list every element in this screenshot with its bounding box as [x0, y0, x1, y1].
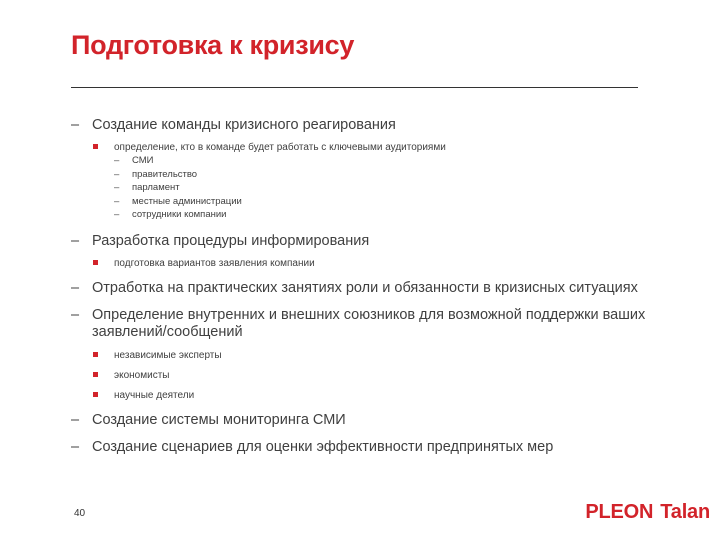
subsub-bullet-text: местные администрации — [132, 195, 242, 207]
sub-bullet-item — [71, 389, 651, 402]
dash-bullet-icon: – — [114, 155, 120, 166]
subsub-bullet-text: СМИ — [132, 155, 154, 166]
dash-bullet-icon: – — [114, 182, 120, 193]
dash-bullet-icon: – — [71, 306, 80, 323]
bullet-item — [71, 117, 651, 134]
sub-bullet-item — [71, 369, 651, 382]
subsub-bullet-item — [71, 208, 651, 222]
dash-bullet-icon: – — [114, 195, 120, 207]
bullet-text: Разработка процедуры информирования — [92, 232, 370, 249]
square-bullet-icon — [93, 260, 98, 265]
dash-bullet-icon: – — [71, 279, 80, 296]
dash-bullet-icon: – — [114, 209, 120, 220]
sub-bullet-item — [71, 257, 651, 270]
dash-bullet-icon: – — [71, 438, 80, 455]
sub-bullet-text: независимые эксперты — [114, 349, 222, 361]
bullet-item — [71, 439, 651, 456]
subsub-bullet-item — [71, 168, 651, 182]
bullet-item — [71, 280, 651, 297]
square-bullet-icon — [93, 144, 98, 149]
bullet-text: Создание сценариев для оценки эффективности предпринятых мер — [92, 438, 554, 455]
dash-bullet-icon: – — [71, 117, 80, 133]
bullet-text: Отработка на практических занятиях роли и обязанности в кризисных ситуациях — [92, 279, 638, 296]
logo-talan: Talan — [660, 501, 710, 523]
sub-bullet-text: определение, кто в команде будет работать с ключевыми аудиториями — [114, 142, 446, 153]
sub-bullet-text: экономисты — [114, 369, 170, 381]
bullet-item — [71, 233, 651, 250]
company-logo — [585, 501, 710, 524]
bullet-text: Создание команды кризисного реагирования — [92, 117, 396, 133]
bullet-text: Создание системы мониторинга СМИ — [92, 411, 346, 428]
square-bullet-icon — [93, 372, 98, 377]
subsub-bullet-item — [71, 195, 651, 209]
page-number: 40 — [74, 508, 86, 519]
sub-bullet-text: подготовка вариантов заявления компании — [114, 257, 315, 269]
slide-title: Подготовка к кризису — [71, 30, 355, 60]
bullet-item — [71, 307, 651, 341]
bullet-list — [71, 117, 651, 456]
subsub-bullet-item — [71, 181, 651, 195]
logo-pleon: PLEON — [585, 501, 654, 523]
title-divider — [71, 87, 638, 88]
dash-bullet-icon: – — [71, 232, 80, 249]
subsub-bullet-text: парламент — [132, 182, 180, 193]
square-bullet-icon — [93, 392, 98, 397]
subsub-bullet-text: сотрудники компании — [132, 209, 227, 220]
subsub-bullet-text: правительство — [132, 168, 198, 180]
subsub-bullet-item — [71, 154, 651, 168]
dash-bullet-icon: – — [71, 411, 80, 428]
sub-bullet-item — [71, 141, 651, 154]
sub-bullet-text: научные деятели — [114, 389, 195, 401]
square-bullet-icon — [93, 352, 98, 357]
bullet-text: Определение внутренних и внешних союзников для возможной поддержки ваших заявлений/сообщений — [92, 306, 646, 340]
dash-bullet-icon: – — [114, 168, 120, 180]
sub-bullet-item — [71, 349, 651, 362]
bullet-item — [71, 412, 651, 429]
